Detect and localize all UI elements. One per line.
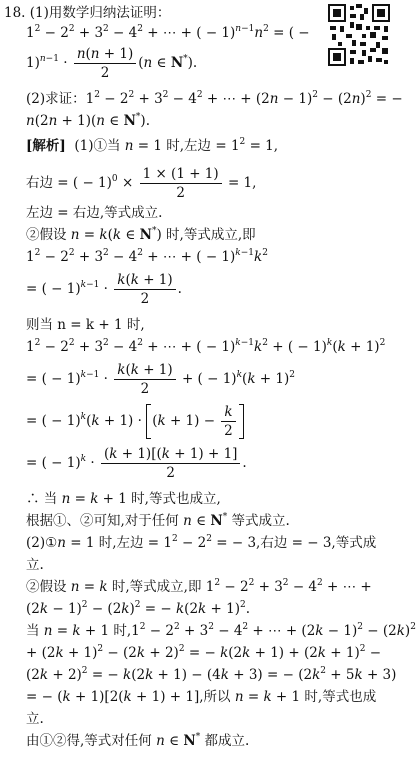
solution-line-2: 右边 = ( − 1)$^0$ × $\frac{1 \times (1 + 1)}{2}$ = 1, — [26, 166, 257, 201]
solution-line-16: ②假设 n = k 时,等式成立,即 $1^2 - 2^2 + 3^2 - 4^2$ + ⋯ + — [26, 578, 372, 595]
part2-intro: 求证： — [45, 91, 86, 107]
qr-code-icon — [326, 2, 392, 68]
problem-number: 18. — [4, 5, 26, 21]
solution-line-11: = ( − 1)$^k$ · $\frac{(k + 1)[(k + 1) + 1]}{2}$ . — [26, 446, 247, 481]
solution-line-1: [解析] (1)①当 n = 1 时,左边 = $1^2 = 1$, — [26, 137, 279, 154]
solution-line-6: = ( − 1)$^{k-1}$ · $\frac{k(k + 1)}{2}$ . — [26, 272, 182, 307]
solution-line-21: = − (k + 1)[2(k + 1) + 1],所以 n = k + 1 时,等式也成 — [26, 689, 377, 705]
problem-line-2: (2)求证：$1^2 - 2^2 + 3^2 - 4^2$ + ⋯ + $(2n - 1)^2 - (2n)^2$ = − — [26, 90, 403, 107]
solution-line-14: (2)①n = 1 时,左边 = $1^2 - 2^2$ = − 3,右边 = − 3,等式成 — [26, 534, 377, 551]
solution-line-13: 根据①、②可知,对于任何 n ∈ N* 等式成立. — [26, 512, 290, 529]
solution-line-7: 则当 n = k + 1 时, — [26, 317, 145, 333]
problem-line-2b: n(2n + 1)(n ∈ N*). — [26, 112, 150, 129]
solution-line-19: + $(2k + 1)^2 - (2k + 2)^2$ = − $k(2k + 1) + (2k + 1)^2$ − — [26, 644, 382, 661]
solution-line-10: = ( − 1)$^k$(k + 1) · (k + 1) − $\frac{k}{2}$ — [26, 404, 244, 439]
solution-line-8: $1^2 - 2^2 + 3^2 - 4^2$ + ⋯ + ( − $1)^{k-1}k^2$ + ( − $1)^k(k + 1)^2$ — [26, 338, 386, 355]
problem-line-1 — [4, 4, 170, 22]
solution-line-17: $(2k - 1)^2 - (2k)^2$ = − $k(2k + 1)^2$. — [26, 600, 250, 617]
part1-intro: 用数学归纳法证明： — [48, 5, 171, 21]
problem-formula-1: $1^2 - 2^2 + 3^2 - 4^2$ + ⋯ + ( − $1)^{n-1}n^2$ = ( − — [26, 24, 310, 41]
part2-label: (2) — [26, 91, 46, 107]
solution-line-22: 立. — [26, 711, 44, 727]
solution-line-18: 当 n = k + 1 时$,1^2 - 2^2 + 3^2 - 4^2$ + ⋯ + $(2k - 1)^2 - (2k)^2$ — [26, 622, 416, 639]
solution-line-15: 立. — [26, 557, 44, 573]
solution-line-9: = ( − 1)$^{k-1}$ · $\frac{k(k + 1)}{2}$ + ( − $1)^k(k + 1)^2$ — [26, 362, 295, 397]
solution-line-3: 左边 = 右边,等式成立. — [26, 205, 163, 221]
solution-line-23: 由①②得,等式对任何 n ∈ N* 都成立. — [26, 732, 250, 749]
part1-label: (1) — [29, 5, 49, 21]
solution-line-5: $1^2 - 2^2 + 3^2 - 4^2$ + ⋯ + ( − $1)^{k-1}k^2$ — [26, 248, 268, 265]
solution-line-4: ②假设 n = k(k ∈ N*) 时,等式成立,即 — [26, 226, 256, 243]
solution-line-12: ∴ 当 n = k + 1 时,等式也成立, — [26, 491, 221, 507]
solution-tag: [解析] — [26, 138, 66, 154]
solution-line-20: $(2k + 2)^2$ = − k(2k + 1) − (4k + 3) = − $(2k^2 + 5k + 3)$ — [26, 666, 397, 683]
problem-formula-1b: 1)$^{n-1}$ · $\frac{n(n + 1)}{2}$ (n ∈ N*). — [26, 46, 198, 81]
